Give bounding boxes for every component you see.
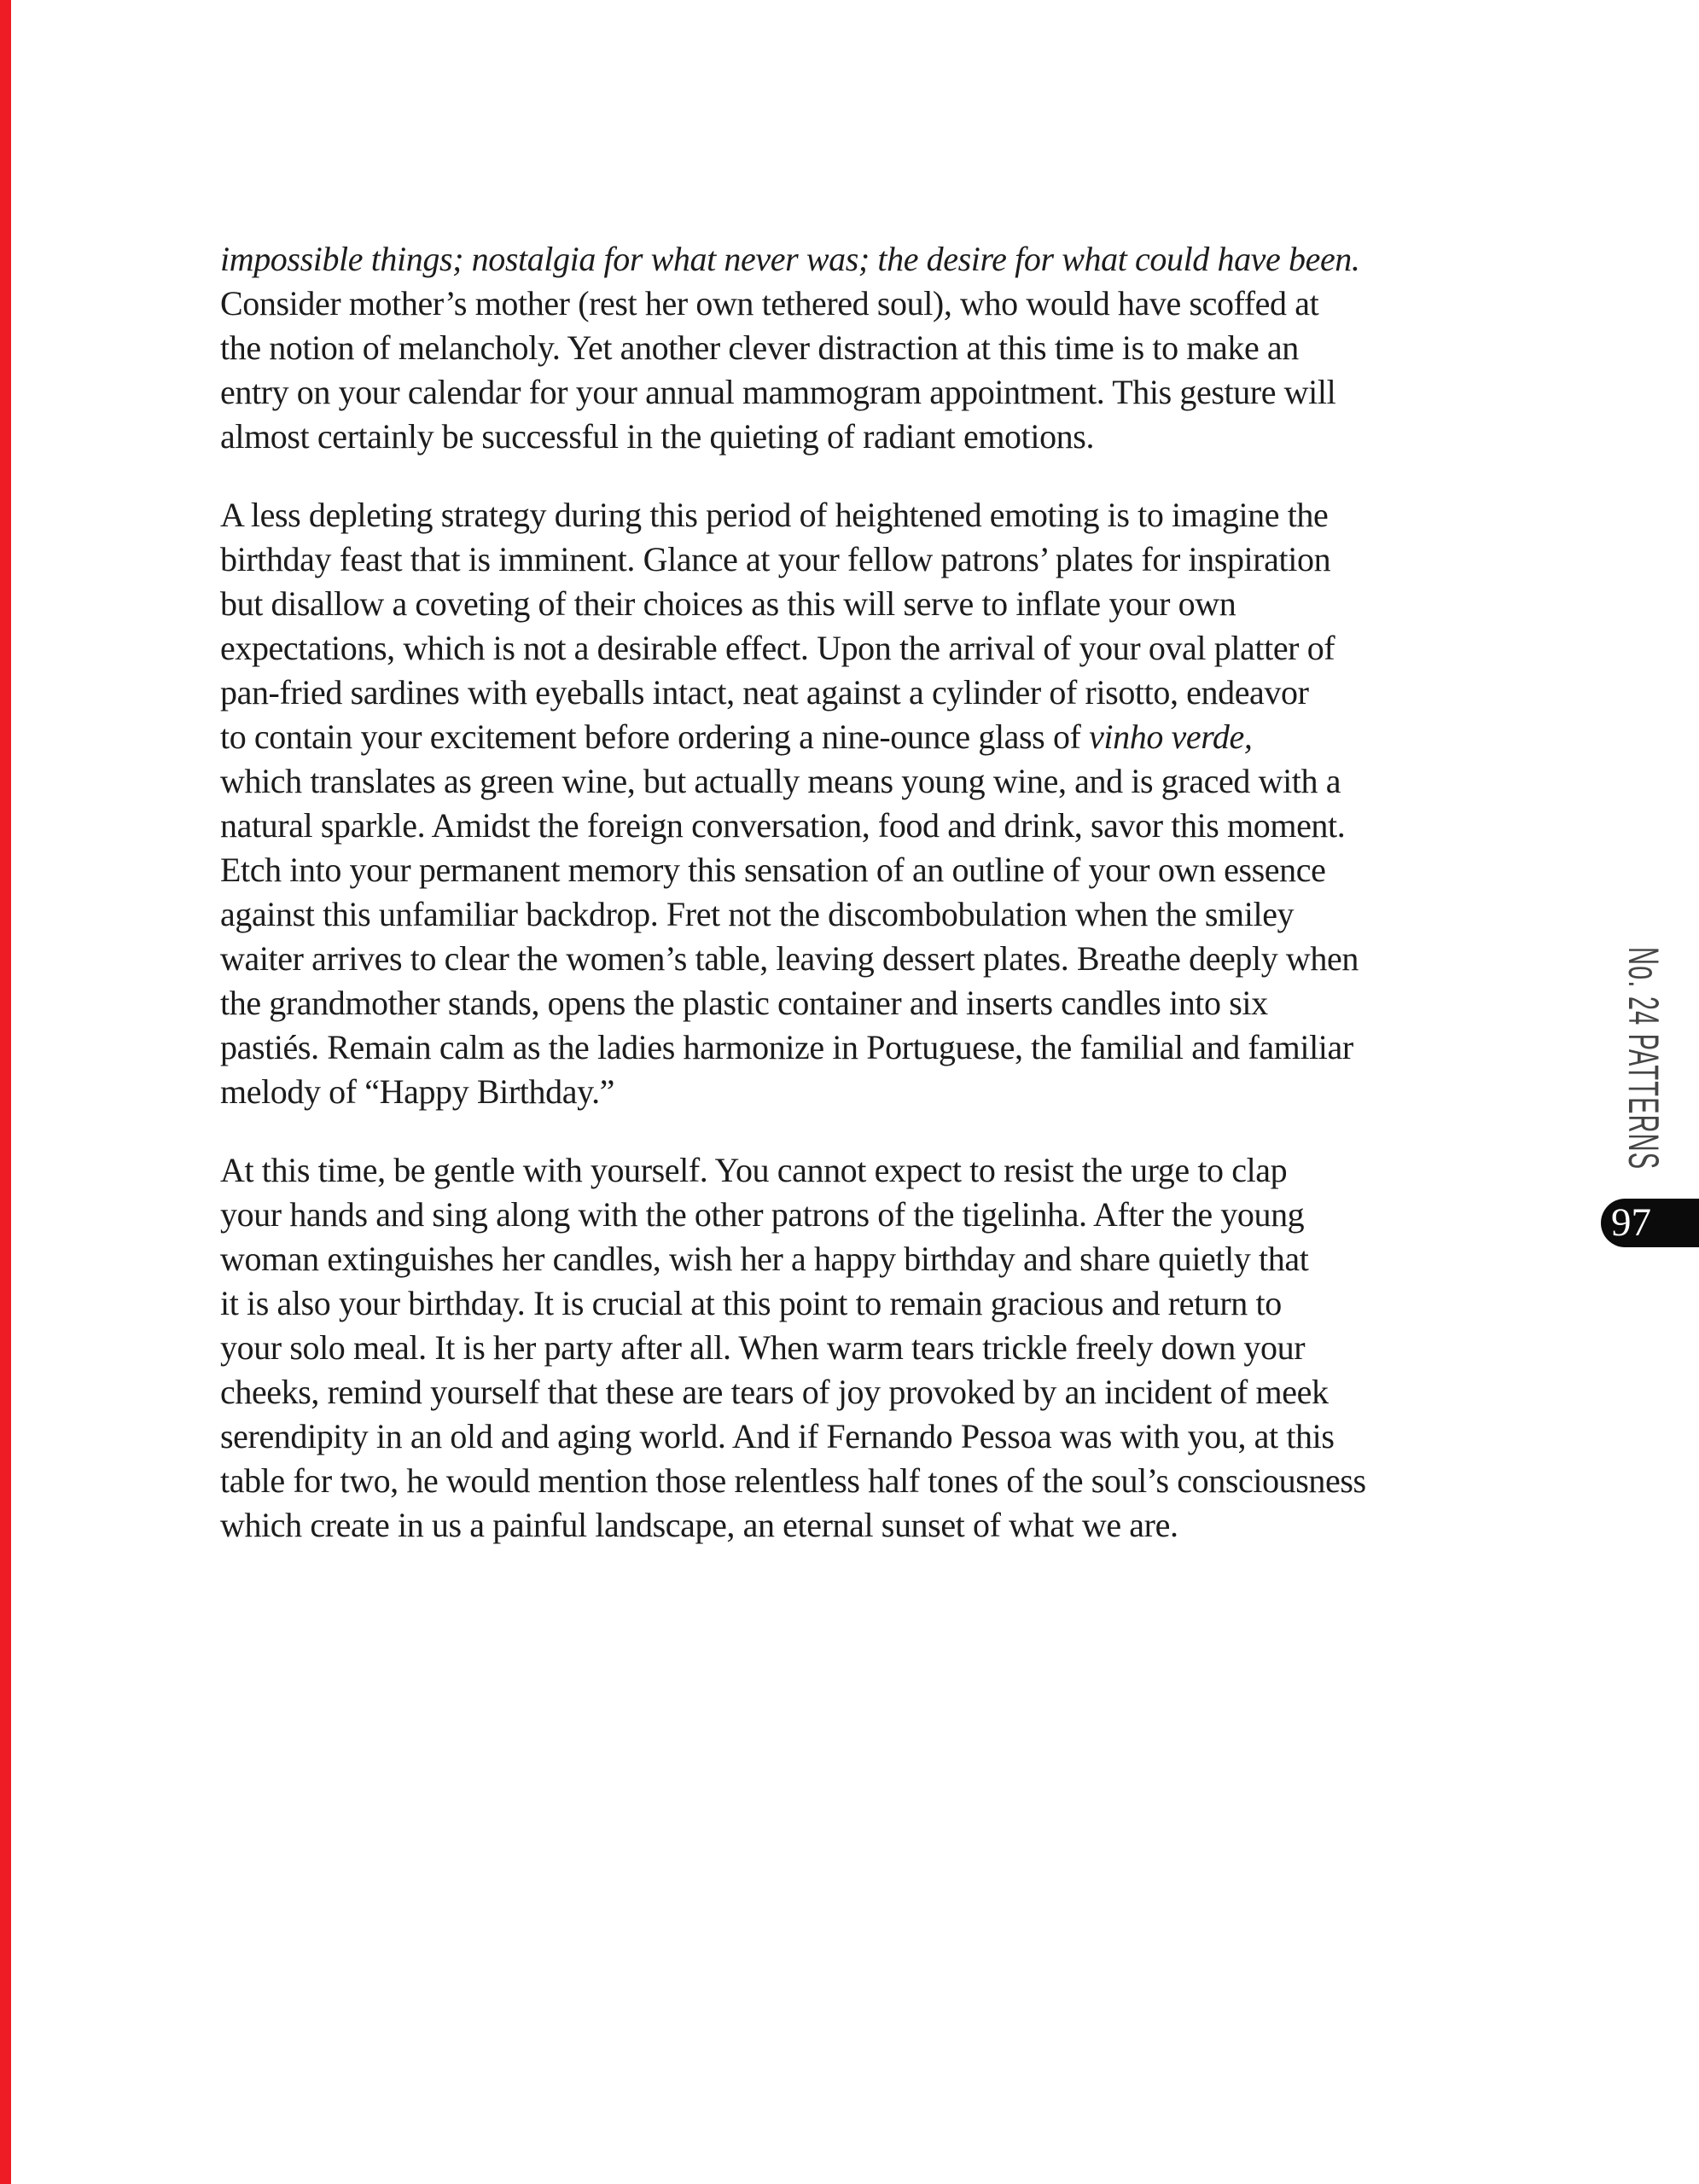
- text-line: against this unfamiliar backdrop. Fret not the discombobulation when the smiley: [220, 895, 1295, 933]
- text-line: your solo meal. It is her party after all. When warm tears trickle freely down your: [220, 1328, 1306, 1367]
- text-line: natural sparkle. Amidst the foreign conversation, food and drink, savor this moment.: [220, 806, 1346, 845]
- text-line: impossible things; nostalgia for what never was; the desire for what could have been.: [220, 240, 1360, 278]
- page-number-badge: [1601, 1199, 1699, 1247]
- text-line: birthday feast that is imminent. Glance at your fellow patrons’ plates for inspiration: [220, 540, 1331, 578]
- text-line: to contain your excitement before ordering a nine-ounce glass of vinho verde,: [220, 717, 1253, 756]
- text-line: woman extinguishes her candles, wish her a happy birthday and share quietly that: [220, 1240, 1309, 1278]
- text-line: your hands and sing along with the other patrons of the tigelinha. After the young: [220, 1195, 1305, 1234]
- text-line: but disallow a coveting of their choices as this will serve to inflate your own: [220, 584, 1236, 623]
- text-line: the notion of melancholy. Yet another clever distraction at this time is to make an: [220, 328, 1299, 367]
- text-line: melody of “Happy Birthday.”: [220, 1072, 615, 1111]
- text-line: table for two, he would mention those relentless half tones of the soul’s consciousness: [220, 1461, 1366, 1500]
- text-line: cheeks, remind yourself that these are tears of joy provoked by an incident of meek: [220, 1373, 1329, 1411]
- text-line: A less depleting strategy during this period of heightened emoting is to imagine the: [220, 496, 1329, 534]
- text-line: the grandmother stands, opens the plastic container and inserts candles into six: [220, 984, 1268, 1022]
- text-line: At this time, be gentle with yourself. You cannot expect to resist the urge to clap: [220, 1151, 1288, 1189]
- paragraph: [220, 1148, 1551, 1548]
- text-line: which create in us a painful landscape, an eternal sunset of what we are.: [220, 1506, 1178, 1544]
- text-line: which translates as green wine, but actually means young wine, and is graced with a: [220, 762, 1341, 800]
- text-line: serendipity in an old and aging world. And if Fernando Pessoa was with you, at this: [220, 1417, 1335, 1455]
- text-line: pastiés. Remain calm as the ladies harmonize in Portuguese, the familial and familiar: [220, 1028, 1353, 1066]
- text-line: almost certainly be successful in the quieting of radiant emotions.: [220, 417, 1095, 456]
- chapter-side-label: No. 24 PATTERNS: [1620, 947, 1667, 1170]
- text-line: waiter arrives to clear the women’s table, leaving dessert plates. Breathe deeply when: [220, 939, 1359, 978]
- paragraph: [220, 493, 1551, 1114]
- text-line: pan-fried sardines with eyeballs intact, neat against a cylinder of risotto, endeavor: [220, 673, 1309, 712]
- text-line: entry on your calendar for your annual mammogram appointment. This gesture will: [220, 373, 1336, 411]
- paragraph: [220, 237, 1551, 459]
- text-block: [220, 237, 1551, 1548]
- left-edge-accent-bar: [0, 0, 11, 2184]
- text-line: Consider mother’s mother (rest her own tethered soul), who would have scoffed at: [220, 284, 1319, 322]
- page-number: 97: [1611, 1200, 1651, 1245]
- text-line: it is also your birthday. It is crucial at this point to remain gracious and return to: [220, 1284, 1282, 1322]
- text-line: expectations, which is not a desirable effect. Upon the arrival of your oval platter of: [220, 629, 1335, 667]
- text-line: Etch into your permanent memory this sensation of an outline of your own essence: [220, 851, 1326, 889]
